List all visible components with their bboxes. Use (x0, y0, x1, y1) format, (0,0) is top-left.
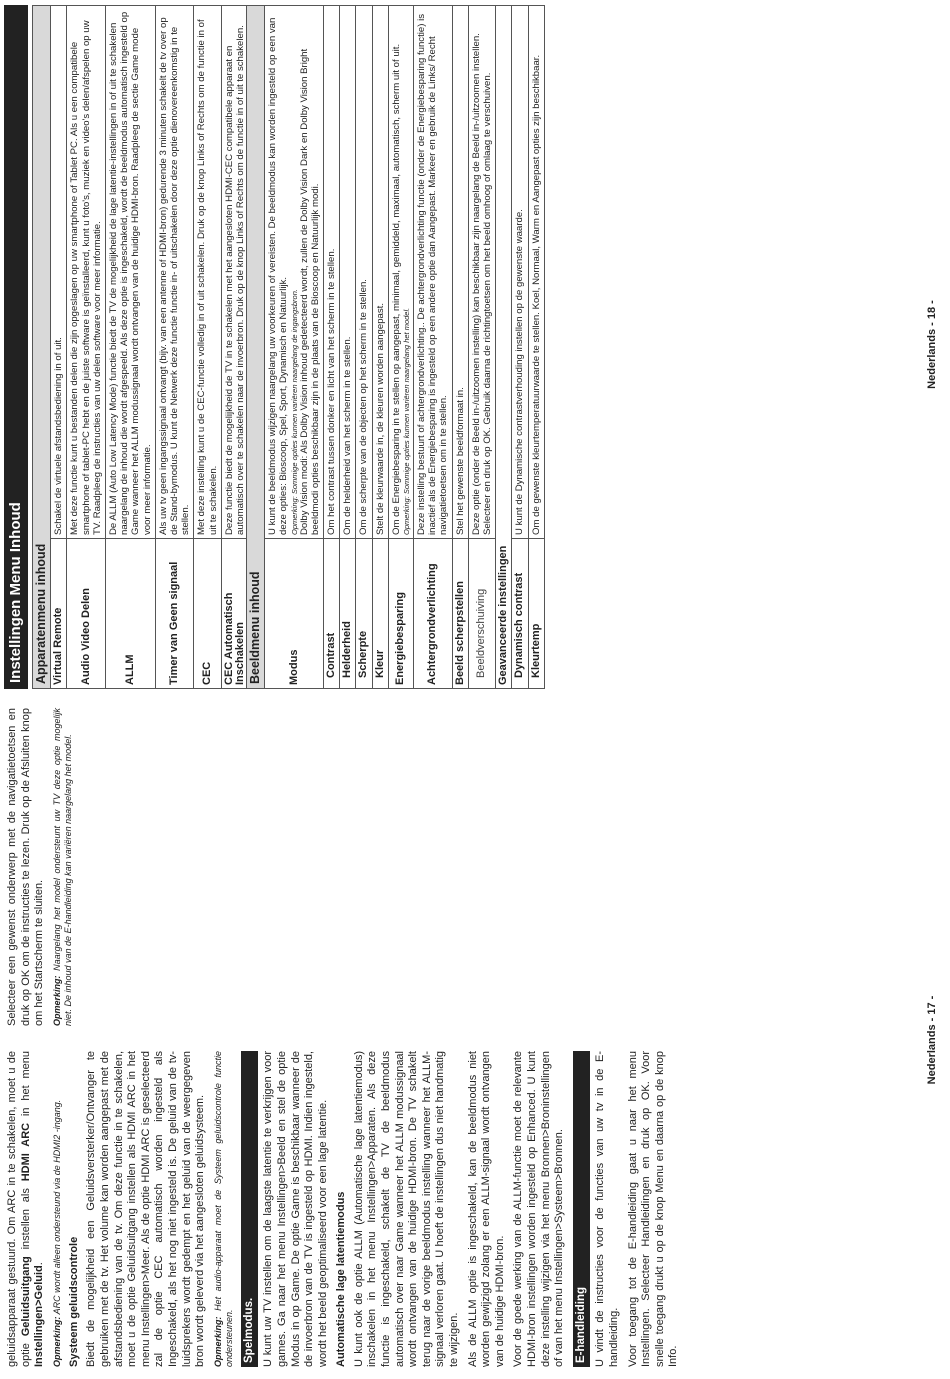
text-bold: Geluidsuitgang (19, 1256, 32, 1337)
table-row (468, 6, 495, 689)
table-row (388, 6, 413, 689)
row-label: Scherpte (356, 539, 372, 689)
row-desc: Als uw tv geen ingangssignaal ontvangt (bijv. van een antenne of HDMI-bron) gedurende 3 minuten schakelt de tv over op de Stand-bymodus. U kunt de Netwerk deze functie functie in- of uitschakelen door deze optie dienovereenkomstig in te stellen. (155, 6, 194, 539)
page-17 (0, 701, 950, 1371)
allm-paragraph-2: Als de ALLM optie is ingeschakeld, kan de beeldmodus niet worden gewijzigd zolang er een ALLM-signaal wordt ontvangen van de huidige HDMI-bron. (466, 1051, 506, 1367)
section-header: Beeldmenu inhoud (247, 6, 265, 689)
page-17-column-1 (6, 1051, 686, 1367)
ehandleiding-note (52, 708, 74, 1026)
modus-text: U kunt de beeldmodus wijzigen naargelang uw voorkeuren of vereisten. De beeldmodus kan worden ingesteld op een van deze opties: Bioscoop, Spel, Sport, Dynamisch en Natuurlijk. (267, 17, 290, 535)
row-label: Audio Video Delen (67, 539, 106, 689)
page-17-column-2 (6, 708, 79, 1026)
table-row (340, 6, 356, 689)
row-label: Dynamisch contrast (512, 539, 528, 689)
table-row (155, 6, 194, 689)
note-text: ARC wordt alleen ondersteund via de HDMI2 -ingang. (51, 1099, 62, 1317)
row-desc: Deze instelling bestuurt of achtergrondverlichting.. De achtergrondverlichting functie (onder de Energiebesparing functie) is inactief als de Energiebesparing is ingesteld op een andere optie dan Aangepast. Markeer en gebruik de Links/ Recht navigatietoetsen om in te stellen. (414, 6, 453, 539)
row-label: Timer van Geen signaal (155, 539, 194, 689)
row-label: CEC Automatisch Inschakelen (221, 539, 248, 689)
table-row (265, 6, 324, 689)
allm-paragraph-3: Voor de goede werking van de ALLM-functie moet de relevante HDMI-bron instellingen worden ingesteld op Enhanced. U kunt deze instelling wijzigen via het menu Bronnen>Broninstellingen of van het menu Instellingen>Systeem>Bronnen. (512, 1051, 566, 1367)
row-label: Beeld scherpstellen (452, 539, 468, 689)
table-row (452, 6, 468, 689)
page-18 (0, 5, 930, 689)
row-desc: Deze functie biedt de mogelijkheid de TV in te schakelen met het aangesloten HDMI-CEC compatibele apparaat en automatisch over te schakelen naar de invoerbron. Druk op de knop Links of Rechts om de functie in of uit te schakelen. (221, 6, 248, 539)
page-18-footer: Nederlands - 18 - (926, 300, 938, 389)
spelmodus-heading-bar: Spelmodus. (241, 1051, 259, 1367)
table-row (496, 6, 512, 689)
systeem-note (213, 1051, 235, 1367)
row-desc: De ALLM (Auto Low Latency Mode) functie biedt de TV de mogelijkheid de lage latentie-instellingen in of uit te schakelen naargelang de inhoud die wordt afgespeeld. Als deze optie is ingeschakeld, wordt de beeldmodus automatisch ingesteld op Game wanneer het ALLM modussignaal wordt ontvangen van de huidige HDMI-bron. Raadpleeg de sectie Game mode voor meer informatie. (106, 6, 156, 539)
row-label: CEC (194, 539, 221, 689)
ehandleiding-paragraph-2: Voor toegang tot de E-handleiding gaat u naar het menu Instellingen. Selecteer Handleidingen en druk op OK. Voor snelle toegang drukt u op de knop Menu en daarna op de knop Info. (626, 1051, 680, 1367)
table-row (414, 6, 453, 689)
row-label: Modus (265, 539, 324, 689)
note-label: Opmerking: (212, 1316, 223, 1367)
note-label: Opmerking: (51, 1316, 62, 1367)
row-desc: Deze optie (onder de Beeld in-/uitzoomen instelling) kan beschikbaar zijn naargelang de Beeld in-/uitzoomen instellen. Selecteer en druk op OK. Gebruik daarna de richtingtoetsen om het beeld omhoog of omlaag te verschuiven. (468, 6, 495, 539)
modus-dolby: Dolby Vision modi: Als Dolby Vision inhoud gedetecteerd wordt, zullen de Dolby Vision Dark en Dolby Vision Bright beeldmodi opties beschikbaar zijn in de plaats van de Bioscoop en Natuurlijk modi. (298, 48, 321, 535)
row-label: Energiebesparing (388, 539, 413, 689)
text: instellen als (19, 1181, 32, 1257)
table-row (106, 6, 156, 689)
ehandleiding-paragraph-1: U vindt de instructies voor de functies van uw tv in de E-handleiding. (594, 1051, 620, 1367)
spelmodus-paragraph: U kunt uw TV instellen om de laagste latentie te verkrijgen voor games. Ga naar het menu Instellingen>Beeld en stel de optie Modus in op Game. De optie Game is beschikbaar wanneer de de invoerbron van de TV is ingesteld op HDMI. Indien ingesteld, wordt het beeld geoptimaliseerd voor een lage latentie. (262, 1051, 329, 1367)
table-row (51, 6, 67, 689)
row-label: Kleurtemp (528, 539, 544, 689)
arc-note (52, 1051, 63, 1367)
row-desc: Stelt de kleurwaarde in, de kleuren worden aangepast. (372, 6, 388, 539)
row-desc: Stel het gewenste beeldformaat in. (452, 6, 468, 539)
text-bold: HDMI ARC (19, 1122, 32, 1182)
note-text: Het audio-apparaat moet de Systeem geluidscontrole functie ondersteunen. (212, 1051, 234, 1367)
table-row (372, 6, 388, 689)
allm-heading: Automatische lage latentiemodus (335, 1191, 348, 1367)
text: geluidsapparaat gestuurd. Om ARC in te schakelen, moet u de optie (6, 1051, 32, 1367)
section-header: Apparatenmenu inhoud (33, 6, 51, 689)
row-desc: Om de scherpte van de objecten op het scherm in te stellen. (356, 6, 372, 539)
table-row (512, 6, 528, 689)
row-desc: Om de gewenste kleurtemperatuurwaarde te stellen. Koel, Normaal, Warm en Aangepast opties zijn beschikbaar. (528, 6, 544, 539)
row-desc: Om het contrast tussen donker en licht van het scherm in te stellen. (324, 6, 340, 539)
row-desc: Schakel de virtuele afstandsbediening in of uit. (51, 6, 67, 539)
energie-note: Opmerking: Sommige opties kunnen variëren naargelang het model. (402, 307, 412, 535)
note-label: Opmerking: (51, 975, 62, 1026)
ehandleiding-heading-bar: E-handleiding (573, 1051, 591, 1367)
systeem-paragraph: Biedt de mogelijkheid een Geluidsversterker/Ontvanger te gebruiken met de tv. Het volume kan worden aangepast met de afstandsbediening van de tv. Om deze functie in te schakelen, moet u de optie Geluidsuitgang instellen als HDMI ARC in het menu Instellingen>Meer. Als de optie HDMI ARC is geselecteerd zal de optie CEC automatisch worden ingesteld als Ingeschakeld, als het nog niet ingesteld is. De geluid van de tv-luidsprekers wordt gedempt en het geluid van de weergegeven bron wordt geleverd via het aangesloten geluidsysteem. (85, 1051, 207, 1367)
row-desc: Met deze instelling kunt u de CEC-functie volledig in of uit schakelen. Druk op de knop Links of Rechts om de functie in of uit te schakelen. (194, 6, 221, 539)
allm-paragraph-1: U kunt ook de optie ALLM (Automatische lage latentiemodus) inschakelen in het menu Instellingen>Apparaten. Als deze functie is ingeschakeld, schakelt de TV de beeldmodus automatisch over naar Game wanneer het ALLM modussignaal wordt ontvangen van de huidige HDMI-bron. De TV schakelt terug naar de vorige beeldmodus instelling wanneer het ALLM-signaal verloren gaat. U hoeft de instellingen dus niet handmatig te wijzigen. (352, 1051, 461, 1367)
table-row (221, 6, 248, 689)
modus-note: Opmerking: Sommige opties kunnen variëren naargelang de ingangsbron. (289, 289, 299, 535)
text-bold: Instellingen>Geluid (33, 1265, 46, 1367)
page-17-footer: Nederlands - 17 - (926, 995, 938, 1085)
row-label: Helderheid (340, 539, 356, 689)
page-title: Instellingen Menu Inhoud (4, 5, 28, 689)
row-label: Geavanceerde instellingen (496, 6, 512, 689)
table-row (194, 6, 221, 689)
arc-paragraph (6, 1051, 47, 1367)
table-row (324, 6, 340, 689)
row-label: ALLM (106, 539, 156, 689)
row-label: Beeldverschuiving (468, 539, 495, 689)
row-label: Achtergrondverlichting (414, 539, 453, 689)
row-desc: Om de helderheid van het scherm in te stellen. (340, 6, 356, 539)
text: in het menu (19, 1051, 32, 1123)
systeem-heading: Systeem geluidscontrole (67, 1236, 80, 1367)
table-row (67, 6, 106, 689)
apparaten-table (32, 5, 249, 689)
text: . (33, 1262, 46, 1266)
section-header-row (247, 6, 265, 689)
row-desc: Met deze functie kunt u bestanden delen die zijn opgeslagen op uw smartphone of Tablet PC. Als u een compatibele smartphone of tablet-PC hebt en de juiste software is geïnstalleerd, kunt u foto's, muziek en video's delen/afspelen op uw TV. Raadpleeg de instructies van uw delen software voor meer informatie. (67, 6, 106, 539)
row-label: Contrast (324, 539, 340, 689)
table-row (528, 6, 544, 689)
beeld-table (246, 5, 545, 689)
section-header-row (33, 6, 51, 689)
row-desc: U kunt de Dynamische contrastverhouding instellen op de gewenste waarde. (512, 6, 528, 539)
row-desc (265, 6, 324, 539)
row-desc (388, 6, 413, 539)
table-row (356, 6, 372, 689)
row-label: Virtual Remote (51, 539, 67, 689)
row-label: Kleur (372, 539, 388, 689)
ehandleiding-paragraph-3: Selecteer een gewenst onderwerp met de navigatietoetsen en druk op OK om de instructies te lezen. Druk op de Afsluiten knop om het Startscherm te sluiten. (6, 708, 46, 1026)
note-text: Naargelang het model ondersteunt uw TV deze optie mogelijk niet. De inhoud van de E-handleiding kan variëren naargelang het model. (51, 708, 73, 1026)
energie-text: Om de Energiebesparing in te stellen op aangepast, minimaal, gemiddeld, maximaal, automatisch, scherm uit of uit. (390, 43, 402, 535)
